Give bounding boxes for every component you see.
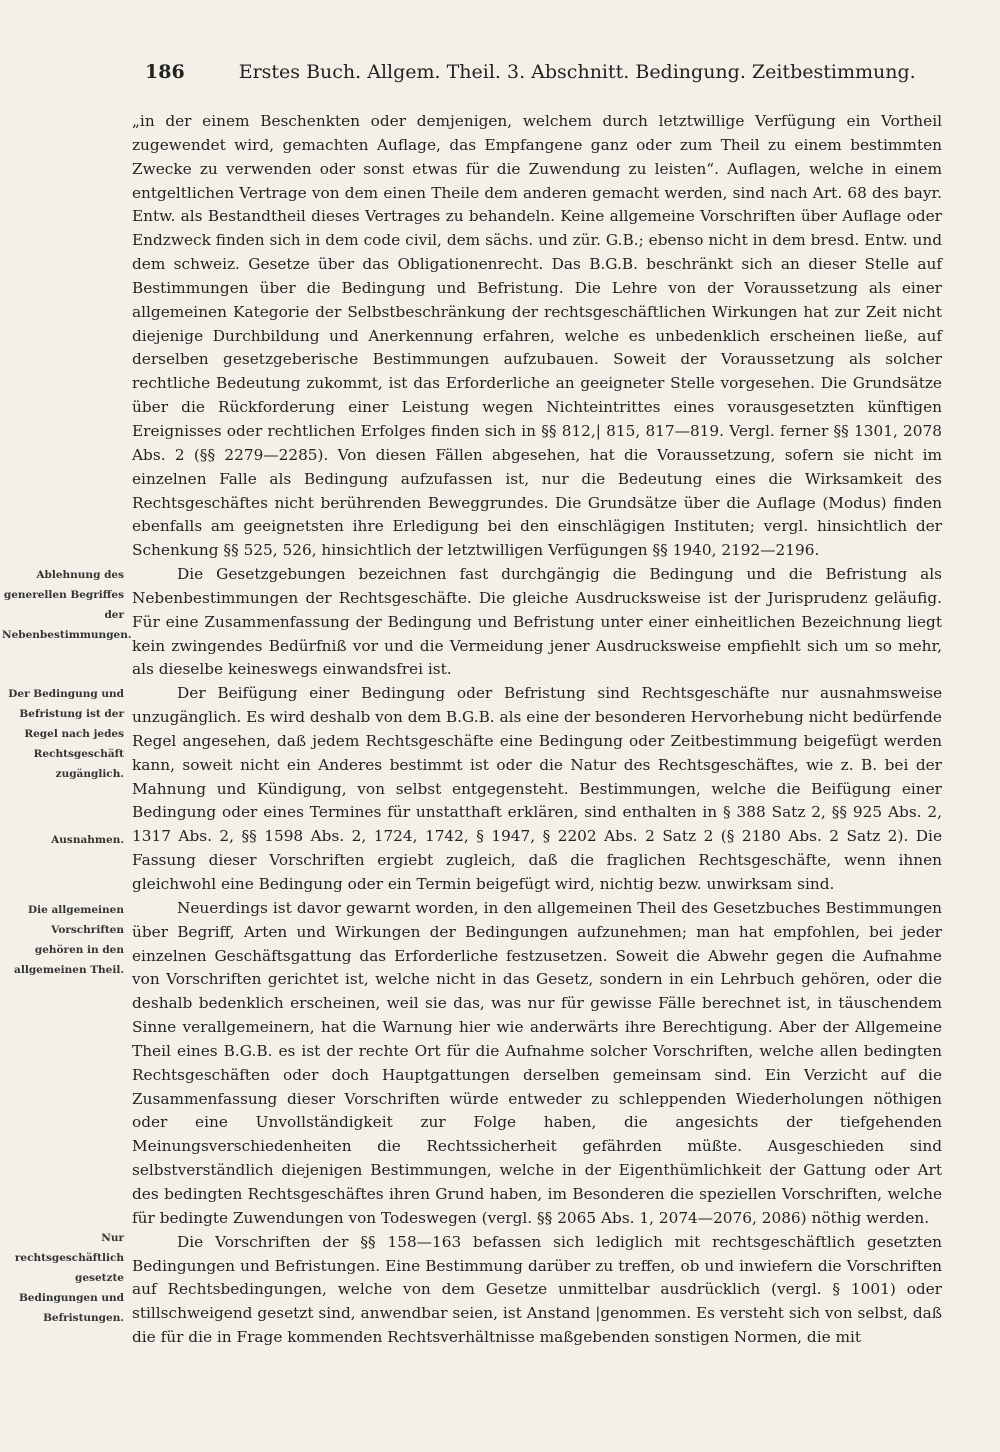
paragraph-1: „in der einem Beschenkten oder demjenigen, welchem durch letztwillige Verfügung ein Vortheil zugewendet wird, gemachten Auflage, das Empfangene ganz oder zum Theil zu einem bestimmten Zwecke zu verwenden oder sonst etwas für die Zuwendung zu leisten“. Auflagen, welche in einem entgeltlichen Vertrage von dem einen Theile dem anderen gemacht werden, sind nach Art. 68 des bayr. Entw. als Bestandtheil dieses Vertrages zu behandeln. Keine allgemeine Vorschriften über Auflage oder Endzweck finden sich in dem code civil, dem sächs. und zür. G.B.; ebenso nicht in dem bresd. Entw. und dem schweiz. Gesetze über das Obligationenrecht. Das B.G.B. beschränkt sich an dieser Stelle auf Bestimmungen über die Bedingung und Befristung. Die Lehre von der Voraussetzung als einer allgemeinen Kategorie der Selbstbeschränkung der rechtsgeschäftlichen Wirkungen hat zur Zeit nicht diejenige Durchbildung und Anerkennung erfahren, welche es unbedenklich erscheinen ließe, auf derselben gesetzgeberische Bestimmungen aufzubauen. Soweit der Voraussetzung als solcher rechtliche Bedeutung zukommt, ist das Erforderliche an geeigneter Stelle vorgesehen. Die Grundsätze über die Rückforderung einer Leistung wegen Nichteintrittes eines vorausgesetzten künftigen Ereignisses oder rechtlichen Erfolges finden sich in §§ 812,| 815, 817—819. Vergl. ferner §§ 1301, 2078 Abs. 2 (§§ 2279—2285). Von diesen Fällen abgesehen, hat die Voraussetzung, sofern sie nicht im einzelnen Falle als Bedingung aufzufassen ist, nur die Bedeutung eines die Wirksamkeit des Rechtsgeschäftes nicht berührenden Beweggrundes. Die Grundsätze über die Auflage (Modus) finden ebenfalls am geeignetsten ihre Erledigung bei den einschlägigen Instituten; vergl. hinsichtlich der Schenkung §§ 525, 526, hinsichtlich der letztwilligen Verfügungen §§ 1940, 2192—2196. xyxy=(132,112,942,560)
paragraph-4: Neuerdings ist davor gewarnt worden, in den allgemeinen Theil des Gesetzbuches Bestimmungen über Begriff, Arten und Wirkungen der Bedingungen aufzunehmen; man hat empfohlen, bei jeder einzelnen Geschäftsgattung das Erforderliche festzusetzen. Soweit die Abwehr gegen die Aufnahme von Vorschriften gerichtet ist, welche nicht in das Gesetz, sondern in ein Lehrbuch gehören, oder die deshalb bedenklich erscheinen, weil sie das, was nur für gewisse Fälle berechnet ist, in täuschendem Sinne verallgemeinern, hat die Warnung hier wie anderwärts ihre Berechtigung. Aber der Allgemeine Theil eines B.G.B. es ist der rechte Ort für die Aufnahme solcher Vorschriften, welche allen bedingten Rechtsgeschäften oder doch Hauptgattungen derselben gemeinsam sind. Ein Verzicht auf die Zusammenfassung dieser Vorschriften würde entweder zu schleppenden Wiederholungen nöthigen oder eine Unvollständigkeit zur Folge haben, die angesichts der tiefgehenden Meinungsverschiedenheiten die Rechtssicherheit gefährden müßte. Ausgeschieden sind selbstverständlich diejenigen Bestimmungen, welche in der Eigenthümlichkeit der Gattung oder Art des bedingten Rechtsgeschäftes ihren Grund haben, im Besonderen die speziellen Vorschriften, welche für bedingte Zuwendungen von Todeswegen (vergl. §§ 2065 Abs. 1, 2074—2076, 2086) nöthig werden. xyxy=(132,898,942,1227)
page-number: 186 xyxy=(145,61,185,83)
paragraph-3: Der Beifügung einer Bedingung oder Befristung sind Rechtsgeschäfte nur ausnahmsweise unzugänglich. Es wird deshalb von dem B.G.B. als eine der besonderen Hervorhebung nicht bedürfende Regel angesehen, daß jedem Rechtsgeschäfte eine Bedingung oder Zeitbestimmung beigefügt werden kann, soweit nicht ein Anderes bestimmt ist oder die Natur des Rechtsgeschäftes, wie z. B. bei der Mahnung und Kündigung, von selbst entgegensteht. Bestimmungen, welche die Beifügung einer Bedingung oder eines Termines für unstatthaft erklären, sind enthalten in § 388 Satz 2, §§ 925 Abs. 2, 1317 Abs. 2, §§ 1598 Abs. 2, 1724, 1742, § 1947, § 2202 Abs. 2 Satz 2 (§ 2180 Abs. 2 Satz 2). Die Fassung dieser Vorschriften ergiebt zugleich, daß die fraglichen Rechtsgeschäfte, wenn ihnen gleichwohl eine Bedingung oder ein Termin beigefügt wird, nichtig bezw. unwirksam sind. xyxy=(132,684,942,893)
margin-note-2: Der Bedingung und Befristung ist der Regel nach jedes Rechtsgeschäft zugänglich. xyxy=(8,688,124,780)
margin-note-1: Ablehnung des generellen Begriffes der Nebenbestimmungen. xyxy=(2,569,132,641)
paragraph-2: Die Gesetzgebungen bezeichnen fast durchgängig die Bedingung und die Befristung als Nebenbestimmungen der Rechtsgeschäfte. Die gleiche Ausdrucksweise ist der Jurisprudenz geläufig. Für eine Zusammenfassung der Bedingung und Befristung unter einer einheitlichen Bezeichnung liegt kein zwingendes Bedürfniß vor und die Vermeidung jener Ausdrucksweise empfiehlt sich um so mehr, als dieselbe keineswegs einwandsfrei ist. xyxy=(132,565,942,679)
margin-note-5: Nur rechtsgeschäftlich gesetzte Bedingungen und Befristungen. xyxy=(14,1232,124,1324)
margin-note-4: Die allgemeinen Vorschriften gehören in den allgemeinen Theil. xyxy=(14,904,124,976)
body-text xyxy=(132,110,942,1350)
paragraph-5: Die Vorschriften der §§ 158—163 befassen sich lediglich mit rechtsgeschäftlich gesetzten Bedingungen und Befristungen. Eine Bestimmung darüber zu treffen, ob und inwiefern die Vorschriften auf Rechtsbedingungen, welche von dem Gesetze unmittelbar ausdrücklich (vergl. § 1001) oder stillschweigend gesetzt sind, anwendbar seien, ist Anstand |genommen. Es versteht sich von selbst, daß die für die in Frage kommenden Rechtsverhältnisse maßgebenden sonstigen Normen, die mit xyxy=(132,1232,942,1347)
running-header xyxy=(145,60,935,84)
margin-note-3: Ausnahmen. xyxy=(51,834,124,846)
running-title: Erstes Buch. Allgem. Theil. 3. Abschnitt. Bedingung. Zeitbestimmung. xyxy=(238,61,916,83)
